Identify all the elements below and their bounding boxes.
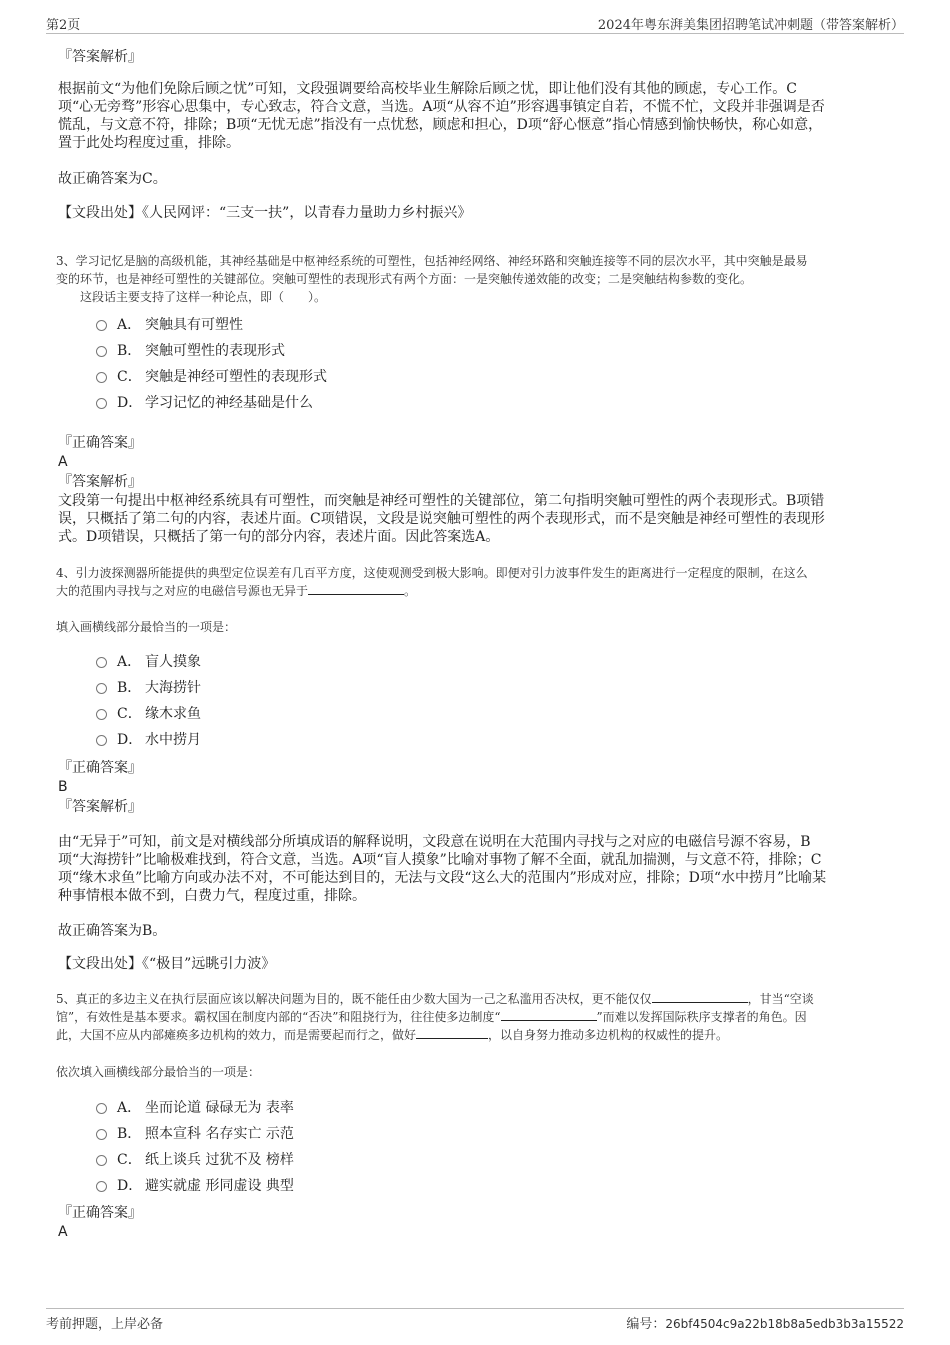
q5-blank-1 [652,990,748,1003]
q2-analysis [58,80,898,152]
q2-analysis-label: 『答案解析』 [58,49,142,65]
q3-option-a[interactable]: A． 突触具有可塑性 [96,314,243,334]
q2-analysis-line: 根据前文“为他们免除后顾之忧”可知，文段强调要给高校毕业生解除后顾之忧，即让他们没有其他的顾虑，专心工作。C [58,81,798,97]
footer-slogan: 考前押题，上岸必备 [46,1317,164,1332]
q3-stem-line: 变的环节，也是神经可塑性的关键部位。突触可塑性的表现形式有两个方面：一是突触传递效能的改变；二是突触结构参数的变化。 [56,272,753,286]
q3-analysis-label: 『答案解析』 [58,474,142,490]
radio-icon[interactable] [96,1103,107,1114]
q5-blank-3 [416,1026,488,1039]
radio-icon[interactable] [96,657,107,668]
q4-source: 【文段出处】《“极目”远眺引力波》 [58,956,276,972]
q2-analysis-line: 慌乱，与文意不符，排除；B项“无忧无虑”指没有一点忧愁，顾虑和担心，D项“舒心惬意”指心情感到愉快畅快，称心如意， [58,117,823,133]
q5-prompt: 依次填入画横线部分最恰当的一项是： [56,1065,261,1079]
q4-analysis-line: 由“无异于”可知，前文是对横线部分所填成语的解释说明，文段意在说明在大范围内寻找与之对应的电磁信号源不容易，B [58,834,811,850]
q3-analysis-line: 式。D项错误，只概括了第一句的部分内容，表述片面。因此答案选A。 [58,529,500,545]
q4-blank [308,582,404,595]
q5-stem [56,990,906,1044]
q4-stem-line: 大的范围内寻找与之对应的电磁信号源也无异于 。 [56,584,417,598]
q2-source: 【文段出处】《人民网评：“三支一扶”，以青春力量助力乡村振兴》 [58,205,472,221]
q5-blank-2 [501,1008,597,1021]
q3-question: 这段话主要支持了这样一种论点，即（ ）。 [80,290,327,304]
q3-answer-label: 『正确答案』 [58,435,142,451]
q5-option-b[interactable]: B． 照本宣科 名存实亡 示范 [96,1123,294,1143]
page-number: 第2页 [46,18,81,33]
radio-icon[interactable] [96,683,107,694]
q4-stem-line: 4、引力波探测器所能提供的典型定位误差有几百平方度，这使观测受到极大影响。即便对引力波事件发生的距离进行一定程度的限制，在这么 [56,566,808,580]
q5-stem-line: 此，大国不应从内部瘫痪多边机构的效力，而是需要起而行之，做好 ，以自身努力推动多边机构的权威性的提升。 [56,1028,729,1042]
q3-analysis-line: 文段第一句提出中枢神经系统具有可塑性，而突触是神经可塑性的关键部位，第二句指明突触可塑性的两个表现形式。B项错 [58,493,825,509]
radio-icon[interactable] [96,320,107,331]
doc-title: 2024年粤东湃美集团招聘笔试冲刺题（带答案解析） [597,18,904,33]
q4-option-b[interactable]: B． 大海捞针 [96,677,201,697]
q4-option-c[interactable]: C． 缘木求鱼 [96,703,201,723]
radio-icon[interactable] [96,346,107,357]
footer-code [626,1313,904,1332]
q4-prompt: 填入画横线部分最恰当的一项是： [56,620,237,634]
q3-answer: A [58,454,68,470]
q4-analysis-line: 项“大海捞针”比喻极难找到，符合文意，当选。A项“盲人摸象”比喻对事物了解不全面，就乱加揣测，与文意不符，排除；C [58,852,822,868]
radio-icon[interactable] [96,372,107,383]
q5-option-a[interactable]: A． 坐而论道 碌碌无为 表率 [96,1097,294,1117]
q5-answer: A [58,1224,68,1240]
q3-analysis-line: 误，只概括了第二句的内容，表述片面。C项错误，文段是说突触可塑性的两个表现形式，而不是突触是神经可塑性的表现形 [58,511,825,527]
q4-answer: B [58,779,68,795]
radio-icon[interactable] [96,1181,107,1192]
q3-option-d[interactable]: D． 学习记忆的神经基础是什么 [96,392,313,412]
q4-analysis-line: 项“缘木求鱼”比喻方向或办法不对，不可能达到目的，无法与文段“这么大的范围内”形成对应，排除；D项“水中捞月”比喻某 [58,870,827,886]
footer-code-value: 26bf4504c9a22b18b8a5edb3b3a15522 [665,1317,904,1331]
q4-answer-label: 『正确答案』 [58,760,142,776]
q5-stem-line: 5、真正的多边主义在执行层面应该以解决问题为目的，既不能任由少数大国为一己之私滥用否决权，更不能仅仅 ，甘当“空谈 [56,992,814,1006]
q4-conclusion: 故正确答案为B。 [58,923,167,939]
q3-option-c[interactable]: C． 突触是神经可塑性的表现形式 [96,366,327,386]
q4-analysis-label: 『答案解析』 [58,799,142,815]
footer-code-label: 编号： [626,1317,666,1332]
footer-divider [46,1308,904,1309]
q3-stem-line: 3、学习记忆是脑的高级机能，其神经基础是中枢神经系统的可塑性，包括神经网络、神经环路和突触连接等不同的层次水平，其中突触是最易 [56,254,808,268]
q5-option-d[interactable]: D． 避实就虚 形同虚设 典型 [96,1175,294,1195]
q3-stem [56,252,906,306]
radio-icon[interactable] [96,709,107,720]
q2-analysis-line: 置于此处均程度过重，排除。 [58,135,240,151]
radio-icon[interactable] [96,398,107,409]
q2-conclusion: 故正确答案为C。 [58,171,167,187]
q4-analysis [58,833,903,905]
q5-stem-line: 馆”，有效性是基本要求。霸权国在制度内部的“否决”和阻挠行为，往往使多边制度“ ”而难以发挥国际秩序支撑者的角色。因 [56,1010,807,1024]
q4-option-a[interactable]: A． 盲人摸象 [96,651,201,671]
header-divider [46,33,904,34]
q5-answer-label: 『正确答案』 [58,1205,142,1221]
radio-icon[interactable] [96,735,107,746]
q3-option-b[interactable]: B． 突触可塑性的表现形式 [96,340,285,360]
q5-option-c[interactable]: C． 纸上谈兵 过犹不及 榜样 [96,1149,294,1169]
radio-icon[interactable] [96,1155,107,1166]
radio-icon[interactable] [96,1129,107,1140]
q4-option-d[interactable]: D． 水中捞月 [96,729,201,749]
q4-analysis-line: 种事情根本做不到，白费力气，程度过重，排除。 [58,888,366,904]
q3-analysis [58,492,903,546]
q2-analysis-line: 项“心无旁骛”形容心思集中，专心致志，符合文意，当选。A项“从容不迫”形容遇事镇定自若，不慌不忙，文段并非强调是否 [58,99,825,115]
q4-stem [56,564,906,600]
